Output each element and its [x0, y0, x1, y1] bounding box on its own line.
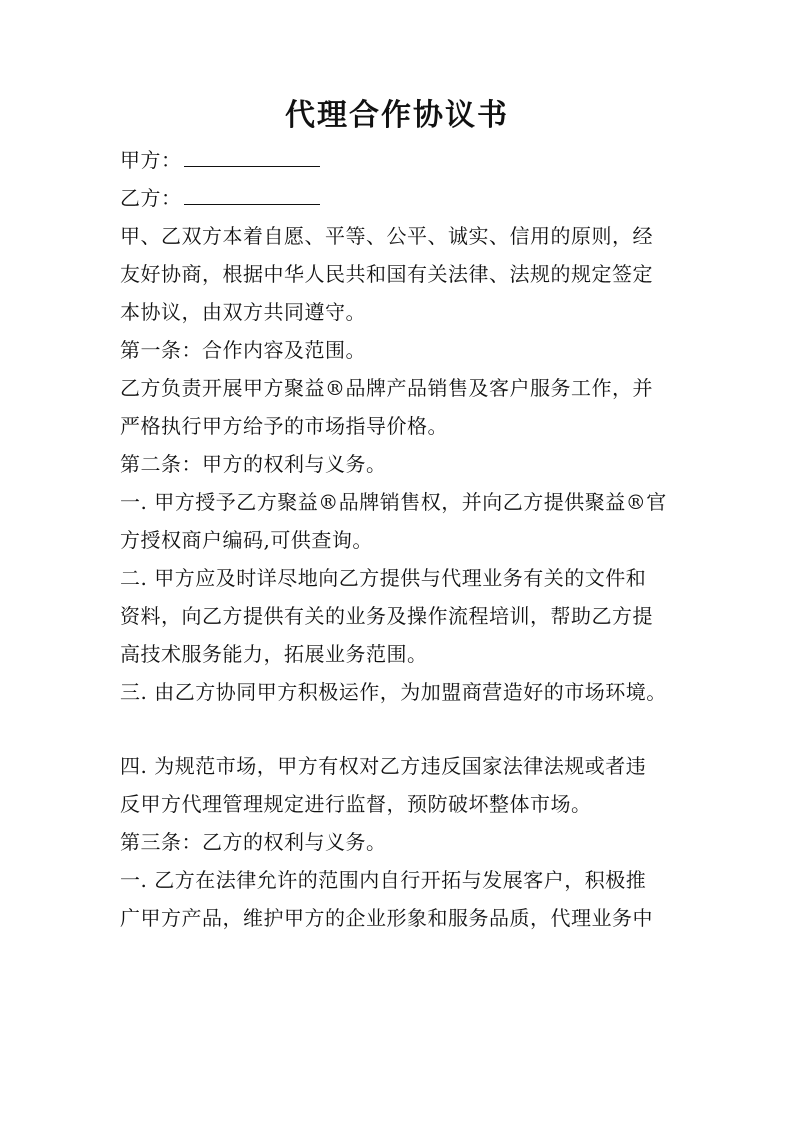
clause-line: 高技术服务能力，拓展业务范围。: [120, 642, 428, 666]
party-a-label: 甲方：: [120, 148, 182, 172]
article-heading: 第二条：甲方的权利与义务。: [120, 452, 387, 476]
clause-line: 四. 为规范市场，甲方有权对乙方违反国家法律法规或者违: [120, 754, 647, 778]
party-a-blank: [184, 144, 320, 167]
clause-line: 反甲方代理管理规定进行监督，预防破坏整体市场。: [120, 792, 592, 816]
party-b-line: [120, 179, 685, 217]
clause-line: 一. 甲方授予乙方聚益®品牌销售权，并向乙方提供聚益®官: [120, 490, 667, 514]
clause-line: 资料，向乙方提供有关的业务及操作流程培训，帮助乙方提: [120, 604, 653, 628]
clause-line: 一. 乙方在法律允许的范围内自行开拓与发展客户，积极推: [120, 868, 647, 892]
party-b-label: 乙方：: [120, 186, 182, 210]
paragraph-line: 严格执行甲方给予的市场指导价格。: [120, 414, 448, 438]
paragraph-gap: [120, 711, 685, 747]
clause-line: 方授权商户编码,可供查询。: [120, 528, 373, 552]
paragraph-line: 本协议，由双方共同遵守。: [120, 300, 366, 324]
party-b-blank: [184, 182, 320, 205]
document-title: 代理合作协议书: [285, 98, 509, 133]
article-heading: 第一条：合作内容及范围。: [120, 338, 366, 362]
clause-line: 三. 由乙方协同甲方积极运作，为加盟商营造好的市场环境。: [120, 680, 667, 704]
clause-line: 二. 甲方应及时详尽地向乙方提供与代理业务有关的文件和: [120, 566, 647, 590]
article-heading: 第三条：乙方的权利与义务。: [120, 830, 387, 854]
paragraph-line: 乙方负责开展甲方聚益®品牌产品销售及客户服务工作，并: [120, 376, 653, 400]
party-a-line: [120, 141, 685, 179]
paragraph-line: 甲、乙双方本着自愿、平等、公平、诚实、信用的原则，经: [120, 224, 653, 248]
clause-line: 广甲方产品，维护甲方的企业形象和服务品质，代理业务中: [120, 906, 653, 930]
document-body: [120, 141, 685, 937]
paragraph-line: 友好协商，根据中华人民共和国有关法律、法规的规定签定: [120, 262, 653, 286]
